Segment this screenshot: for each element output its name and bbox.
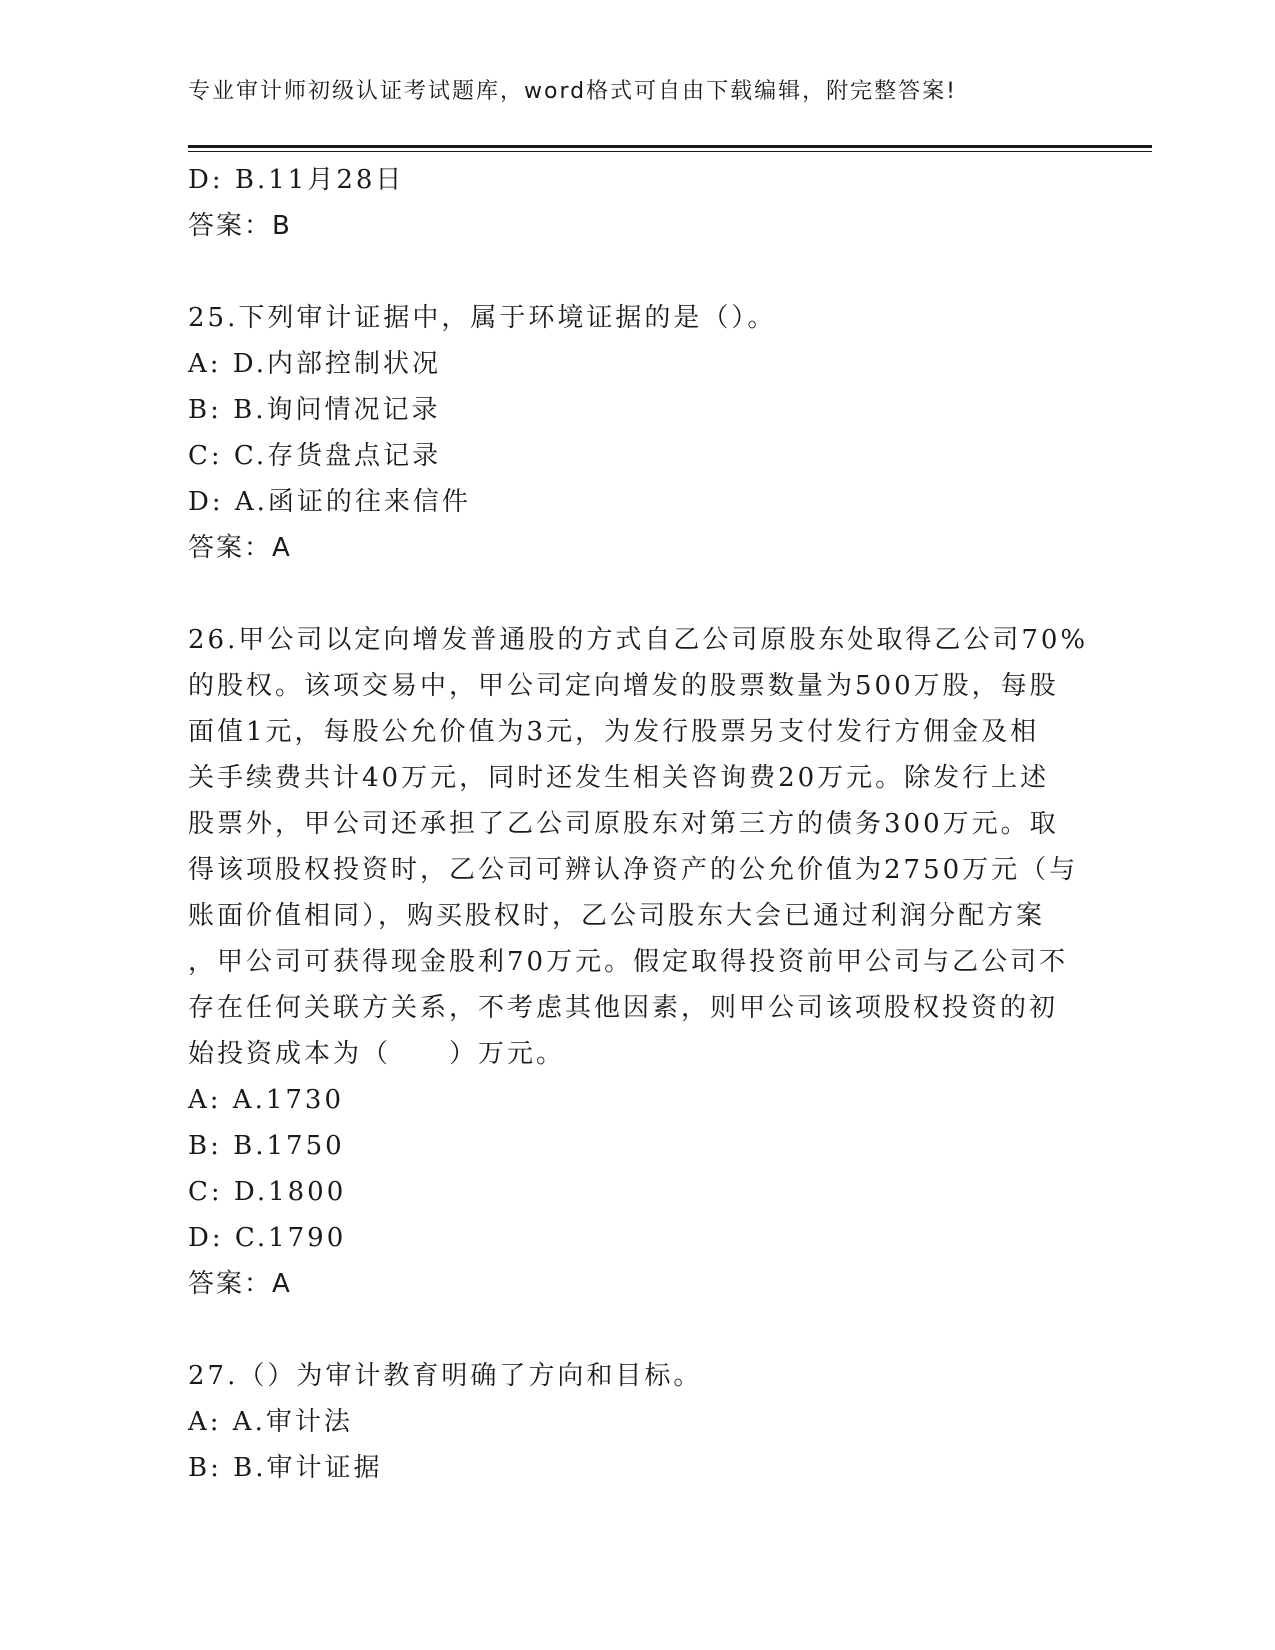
q26-stem-line: ，甲公司可获得现金股利70万元。假定取得投资前甲公司与乙公司不 <box>188 947 1069 977</box>
q26-stem-line: 账面价值相同），购买股权时，乙公司股东大会已通过利润分配方案 <box>188 901 1046 931</box>
q26-option-a: A: A.1730 <box>188 1085 345 1115</box>
prev-option-d: D: B.11月28日 <box>188 165 405 195</box>
q26-stem-line: 面值1元，每股公允价值为3元，为发行股票另支付发行方佣金及相 <box>188 717 1040 747</box>
q25-answer: 答案：A <box>188 533 292 563</box>
q25-stem: 25.下列审计证据中，属于环境证据的是（）。 <box>188 303 777 333</box>
q26-stem-line: 关手续费共计40万元，同时还发生相关咨询费20万元。除发行上述 <box>188 763 1050 793</box>
q25-option-a: A: D.内部控制状况 <box>188 349 441 379</box>
spacer <box>188 571 1088 617</box>
q27-option-a: A: A.审计法 <box>188 1407 353 1437</box>
q25-option-d: D: A.函证的往来信件 <box>188 487 471 517</box>
spacer <box>188 249 1088 295</box>
q26-option-b: B: B.1750 <box>188 1131 345 1161</box>
q26-stem-line: 的股权。该项交易中，甲公司定向增发的股票数量为500万股，每股 <box>188 671 1059 701</box>
document-body <box>188 157 1088 1491</box>
q26-answer: 答案：A <box>188 1269 292 1299</box>
q25-option-c: C: C.存货盘点记录 <box>188 441 442 471</box>
q27-option-b: B: B.审计证据 <box>188 1453 383 1483</box>
q26-stem-line: 存在任何关联方关系，不考虑其他因素，则甲公司该项股权投资的初 <box>188 993 1059 1023</box>
q26-option-c: C: D.1800 <box>188 1177 347 1207</box>
header-rule-thin <box>188 151 1152 152</box>
spacer <box>188 1307 1088 1353</box>
prev-answer: 答案：B <box>188 211 292 241</box>
q26-stem-line: 得该项股权投资时，乙公司可辨认净资产的公允价值为2750万元（与 <box>188 855 1079 885</box>
q26-stem-line: 始投资成本为（ ）万元。 <box>188 1039 566 1069</box>
q25-option-b: B: B.询问情况记录 <box>188 395 441 425</box>
q26-option-d: D: C.1790 <box>188 1223 347 1253</box>
q26-stem-line: 股票外，甲公司还承担了乙公司原股东对第三方的债务300万元。取 <box>188 809 1059 839</box>
q27-stem: 27.（）为审计教育明确了方向和目标。 <box>188 1361 703 1391</box>
header-rule-thick <box>188 145 1152 148</box>
page-header: 专业审计师初级认证考试题库，word格式可自由下载编辑，附完整答案! <box>188 79 957 104</box>
q26-stem-line: 26.甲公司以定向增发普通股的方式自乙公司原股东处取得乙公司70% <box>188 625 1089 655</box>
